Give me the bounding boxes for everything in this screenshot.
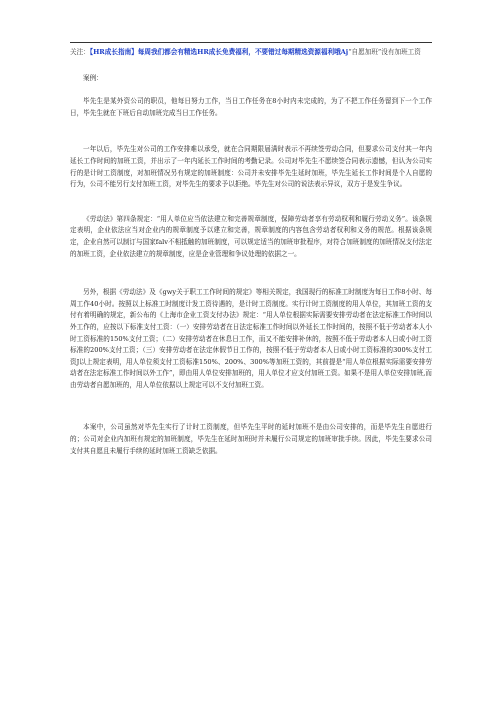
paragraph-3: 《劳动法》第四条规定：“用人单位应当依法建立和完善规章制度，保障劳动者享有劳动权利和履行劳动义务”。该条规定表明，企业依法应当对企业内的规章制度予以建立和完善，规章制度的内容包含劳动者权利和义务的规范。根据该条规定，企业自然可以制订与国家falv不相抵触的加班制度，可以规定适当的加班审批程序，对符合加班制度的加班情况支付法定的加班工资，企业依法建立的规章制度，应是企业管理和争议处理的依据之一。 [70,214,432,258]
paragraph-1: 毕先生是某外资公司的职员，他每日努力工作，当日工作任务在8小时内未完成的，为了不把工作任务留到下一个工作日，毕先生就在下班后自动加班完成当日工作任务。 [70,97,432,117]
article-title: “自愿加班”没有加班工资 [348,48,421,56]
document-page [70,42,432,457]
paragraph-5: 本案中，公司虽然对毕先生实行了计时工资制度，但毕先生平时的延时加班不是由公司安排的，而是毕先生自愿进行的；公司对企业内加班有规定的加班制度，毕先生在延时加班时并未履行公司规定的加班审批手续。因此，毕先生要求公司支付其自愿且未履行手续的延时加班工资缺乏依据。 [70,423,432,455]
paragraph-2: 一年以后，毕先生对公司的工作安排难以承受，就在合同期限届满时表示不再续签劳动合同，但要求公司支付其一年内延长工作时间的加班工资，并出示了一年内延长工作时间的考勤记录。公司对毕先生不愿续签合同表示遗憾，但认为公司实行的是计时工资制度，对加班情况另有规定的加班制度：公司并未安排毕先生延时加班，毕先生延长工作时间是个人自愿的行为，公司不能另行支付加班工资，对毕先生的要求予以拒绝。毕先生对公司的说法表示异议，双方于是发生争议。 [70,145,432,189]
intro-line [70,47,432,59]
case-label: 案例： [83,73,103,82]
paragraph-4: 另外，根据《劳动法》及《gwy关于职工工作时间的规定》等相关规定，我国现行的标准工时制度为每日工作8小时、每周工作40小时。按照以上标准工时制度计发工资待遇的，是计时工资制度。实行计时工资制度的用人单位，其加班工资的支付有着明确的规定，新公布的《上海市企业工资支付办法》规定：“用人单位根据实际需要安排劳动者在法定标准工作时间以外工作的，应按以下标准支付工资：（一）安排劳动者在日法定标准工作时间以外延长工作时间的，按照不低于劳动者本人小时工资标准的150%支付工资；（二）安排劳动者在休息日工作，而又不能安排补休的，按照不低于劳动者本人日或小时工资标准的200%支付工资；（三）安排劳动者在法定休假节日工作的，按照不低于劳动者本人日或小时工资标准的300%支付工资J以上规定表明，用人单位须支付工资标准150%、200%、300%等加班工资的，其前提是“用人单位根据实际需要安排劳动者在法定标准工作时间以外工作”，即由用人单位安排加班的，用人单位才应支付加班工资。如果不是用人单位安排加班,而由劳动者自愿加班的，用人单位依据以上规定可以不支付加班工资。 [70,288,432,389]
header-rule [70,42,432,43]
intro-lead: 关注： [70,48,90,56]
promo-link[interactable]: 【HR成长指南】每周我们都会有精选HR成长免费福利，不要错过每期精选资源福利哦Aj [89,48,349,56]
